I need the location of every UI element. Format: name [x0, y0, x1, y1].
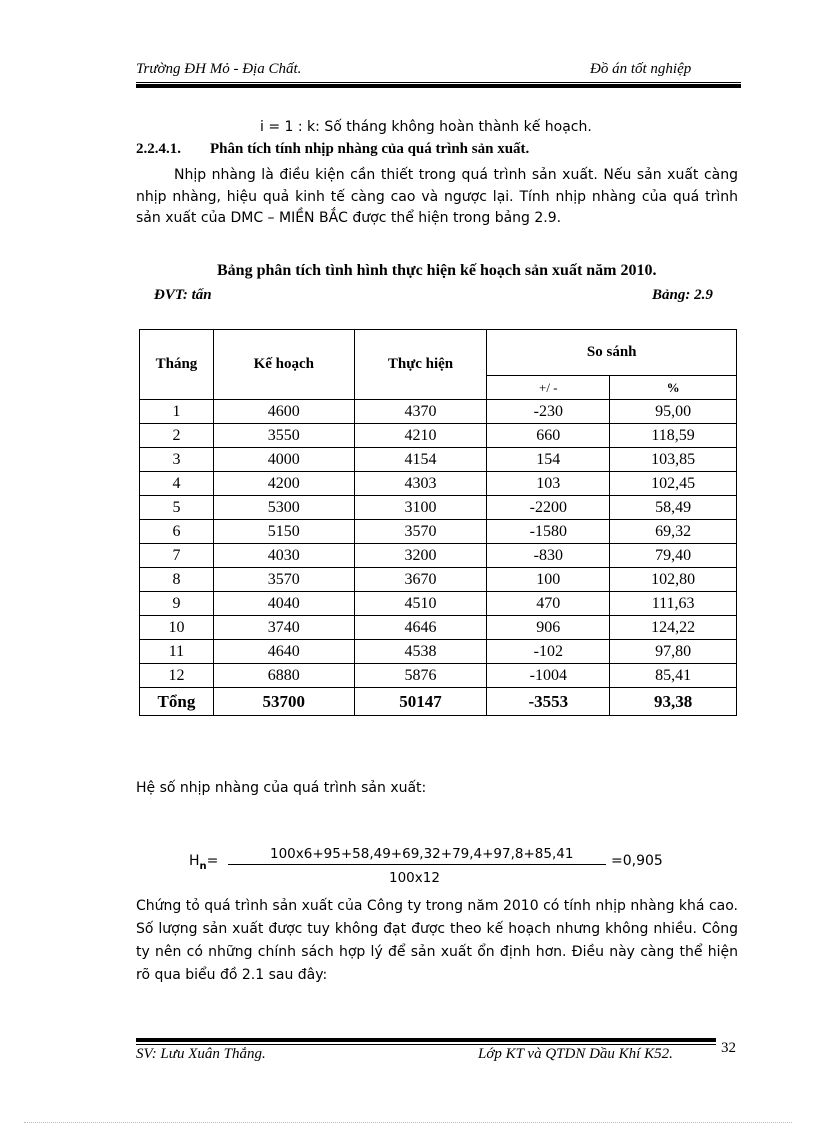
cell-month: 8: [140, 568, 214, 592]
cell-diff: -2200: [487, 496, 610, 520]
header-plan: Kế hoạch: [213, 330, 354, 400]
cell-month: 7: [140, 544, 214, 568]
cell-pct: 85,41: [610, 664, 737, 688]
cell-diff: -1580: [487, 520, 610, 544]
footer-class: Lớp KT và QTDN Dầu Khí K52.: [478, 1046, 673, 1062]
cell-actual: 3670: [354, 568, 487, 592]
cell-plan: 4000: [213, 448, 354, 472]
cell-plan: 5300: [213, 496, 354, 520]
header-compare: So sánh: [487, 330, 737, 376]
cell-plan: 3570: [213, 568, 354, 592]
cell-diff: 906: [487, 616, 610, 640]
total-diff: -3553: [487, 688, 610, 716]
header-school: Trường ĐH Mỏ - Địa Chất.: [136, 61, 302, 77]
cell-pct: 58,49: [610, 496, 737, 520]
formula-equals: =: [206, 853, 219, 869]
cell-plan: 4040: [213, 592, 354, 616]
total-label: Tổng: [140, 688, 214, 716]
total-plan: 53700: [213, 688, 354, 716]
table-header-row: [140, 330, 737, 376]
cell-plan: 3550: [213, 424, 354, 448]
cell-month: 10: [140, 616, 214, 640]
cell-month: 5: [140, 496, 214, 520]
cell-pct: 102,45: [610, 472, 737, 496]
cell-month: 9: [140, 592, 214, 616]
section-title: Phân tích tính nhịp nhàng của quá trình sản xuất.: [210, 141, 530, 157]
cell-diff: 154: [487, 448, 610, 472]
cell-actual: 4538: [354, 640, 487, 664]
paragraph-conclusion: Chứng tỏ quá trình sản xuất của Công ty trong năm 2010 có tính nhịp nhàng khá cao. Số lượng sản xuất được tuy không đạt được theo kế hoạch nhưng không nhiều. Công ty nên có những chính sách hợp lý để sản xuất ổn định hơn. Điều này càng thể hiện rõ qua biểu đồ 2.1 sau đây:: [136, 898, 738, 983]
table-number: Bảng: 2.9: [652, 287, 713, 303]
cell-actual: 4154: [354, 448, 487, 472]
cell-actual: 3200: [354, 544, 487, 568]
cell-actual: 4303: [354, 472, 487, 496]
formula-lhs-symbol: H: [189, 853, 200, 869]
table-total-row: [140, 688, 737, 716]
production-table: [139, 329, 737, 716]
table-row: [140, 592, 737, 616]
paragraph-intro: Nhịp nhàng là điều kiện cần thiết trong quá trình sản xuất. Nếu sản xuất càng nhịp nhàng, hiệu quả kinh tế càng cao và ngược lại. Tính nhịp nhàng của quá trình sản xuất của DMC – MIỀN BẮC được thể hiện trong bảng 2.9.: [136, 167, 738, 226]
cell-actual: 3570: [354, 520, 487, 544]
table-row: [140, 568, 737, 592]
cell-month: 1: [140, 400, 214, 424]
table-row: [140, 424, 737, 448]
table-row: [140, 400, 737, 424]
cell-pct: 97,80: [610, 640, 737, 664]
footer-rule-thick: [136, 1038, 716, 1042]
cell-pct: 95,00: [610, 400, 737, 424]
header-doc-type: Đồ án tốt nghiệp: [590, 61, 692, 77]
footer-student: SV: Lưu Xuân Thắng.: [136, 1046, 266, 1062]
formula-lhs: [189, 853, 218, 872]
cell-actual: 4370: [354, 400, 487, 424]
table-row: [140, 640, 737, 664]
formula-denominator: 100x12: [389, 870, 440, 886]
formula-intro: Hệ số nhịp nhàng của quá trình sản xuất:: [136, 780, 427, 796]
header-rule-thin: [136, 82, 741, 83]
cell-diff: -230: [487, 400, 610, 424]
header-rule-thick: [136, 84, 741, 88]
formula-lhs-subscript: n: [199, 860, 207, 872]
footer-rule-thin: [136, 1044, 716, 1045]
header-actual: Thực hiện: [354, 330, 487, 400]
cell-actual: 3100: [354, 496, 487, 520]
cell-pct: 69,32: [610, 520, 737, 544]
line-months-note: i = 1 : k: Số tháng không hoàn thành kế hoạch.: [260, 119, 592, 135]
fraction-bar: [228, 864, 606, 865]
table-title: Bảng phân tích tình hình thực hiện kế hoạch sản xuất năm 2010.: [217, 262, 657, 279]
cell-actual: 4210: [354, 424, 487, 448]
cell-month: 3: [140, 448, 214, 472]
cell-pct: 111,63: [610, 592, 737, 616]
table-row: [140, 472, 737, 496]
header-pct: %: [610, 376, 737, 400]
cell-month: 11: [140, 640, 214, 664]
table-row: [140, 496, 737, 520]
header-month: Tháng: [140, 330, 214, 400]
cell-diff: -830: [487, 544, 610, 568]
cell-diff: 660: [487, 424, 610, 448]
cell-diff: 103: [487, 472, 610, 496]
formula-result: =0,905: [611, 853, 663, 869]
table-row: [140, 448, 737, 472]
cell-diff: 470: [487, 592, 610, 616]
table-row: [140, 520, 737, 544]
cell-month: 6: [140, 520, 214, 544]
cell-plan: 4030: [213, 544, 354, 568]
cell-pct: 79,40: [610, 544, 737, 568]
cell-month: 4: [140, 472, 214, 496]
cell-plan: 4600: [213, 400, 354, 424]
section-number: 2.2.4.1.: [136, 141, 181, 157]
table-row: [140, 616, 737, 640]
cell-actual: 4510: [354, 592, 487, 616]
cell-actual: 4646: [354, 616, 487, 640]
cell-plan: 4640: [213, 640, 354, 664]
formula-numerator: 100x6+95+58,49+69,32+79,4+97,8+85,41: [270, 846, 574, 862]
page-number: 32: [721, 1040, 736, 1056]
cell-month: 2: [140, 424, 214, 448]
cell-month: 12: [140, 664, 214, 688]
cell-plan: 4200: [213, 472, 354, 496]
cell-pct: 124,22: [610, 616, 737, 640]
table-unit: ĐVT: tấn: [154, 287, 212, 303]
cell-pct: 102,80: [610, 568, 737, 592]
cell-diff: -1004: [487, 664, 610, 688]
cell-plan: 6880: [213, 664, 354, 688]
cell-plan: 3740: [213, 616, 354, 640]
total-actual: 50147: [354, 688, 487, 716]
cell-plan: 5150: [213, 520, 354, 544]
cell-diff: -102: [487, 640, 610, 664]
table-row: [140, 664, 737, 688]
cell-pct: 103,85: [610, 448, 737, 472]
table-row: [140, 544, 737, 568]
cell-diff: 100: [487, 568, 610, 592]
header-diff: +/ -: [487, 376, 610, 400]
cell-actual: 5876: [354, 664, 487, 688]
total-pct: 93,38: [610, 688, 737, 716]
cell-pct: 118,59: [610, 424, 737, 448]
